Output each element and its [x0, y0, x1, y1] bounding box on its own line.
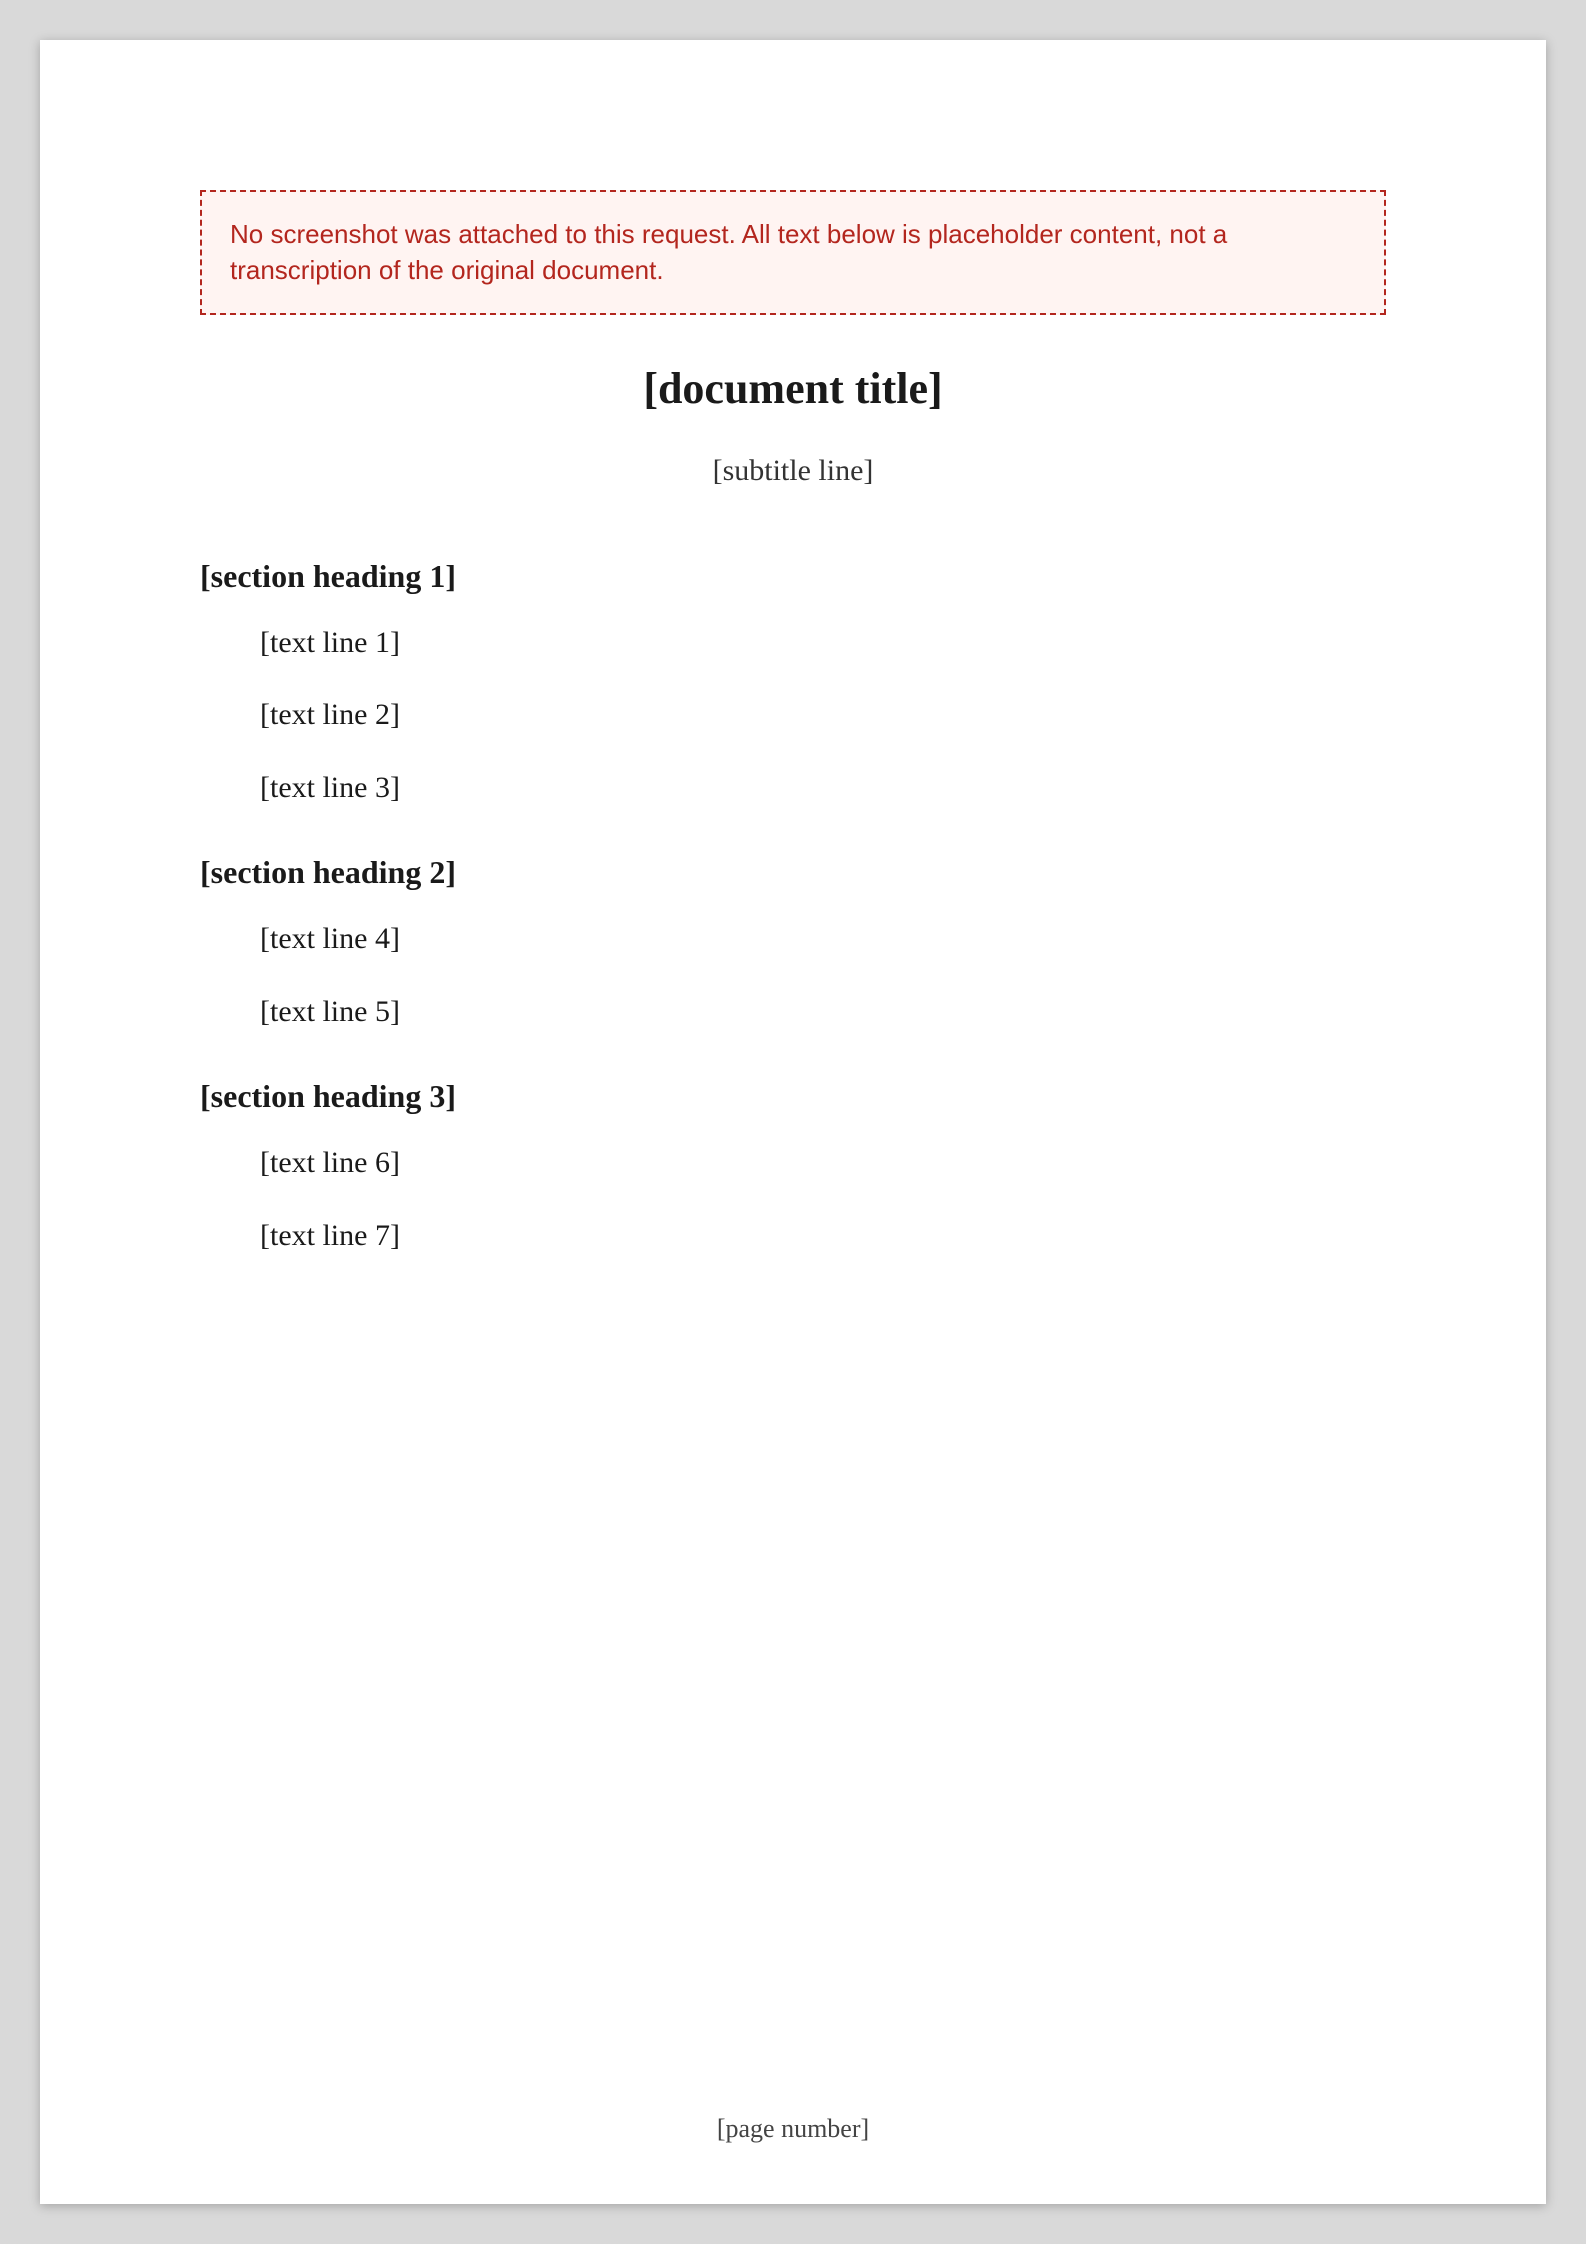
section-heading: [section heading 3]: [200, 1078, 456, 1115]
paragraph: [text line 5]: [260, 994, 400, 1028]
section: [200, 854, 1386, 1038]
paragraph: [text line 2]: [260, 698, 400, 732]
document-subtitle: [subtitle line]: [712, 453, 874, 487]
document-title: [document title]: [643, 363, 943, 413]
section-heading: [section heading 1]: [200, 557, 456, 594]
paragraph: [text line 1]: [260, 625, 400, 659]
missing-image-notice: No screenshot was attached to this request. All text below is placeholder content, not a transcription of the original document.: [200, 190, 1386, 315]
section-heading: [section heading 2]: [200, 854, 456, 891]
document-page: [40, 40, 1546, 2204]
paragraph: [text line 6]: [260, 1146, 400, 1180]
paragraph: [text line 7]: [260, 1218, 400, 1252]
paragraph: [text line 4]: [260, 922, 400, 956]
paragraph: [text line 3]: [260, 770, 400, 804]
section: [200, 558, 1386, 815]
section: [200, 1078, 1386, 1262]
page-number: [page number]: [716, 2114, 870, 2143]
